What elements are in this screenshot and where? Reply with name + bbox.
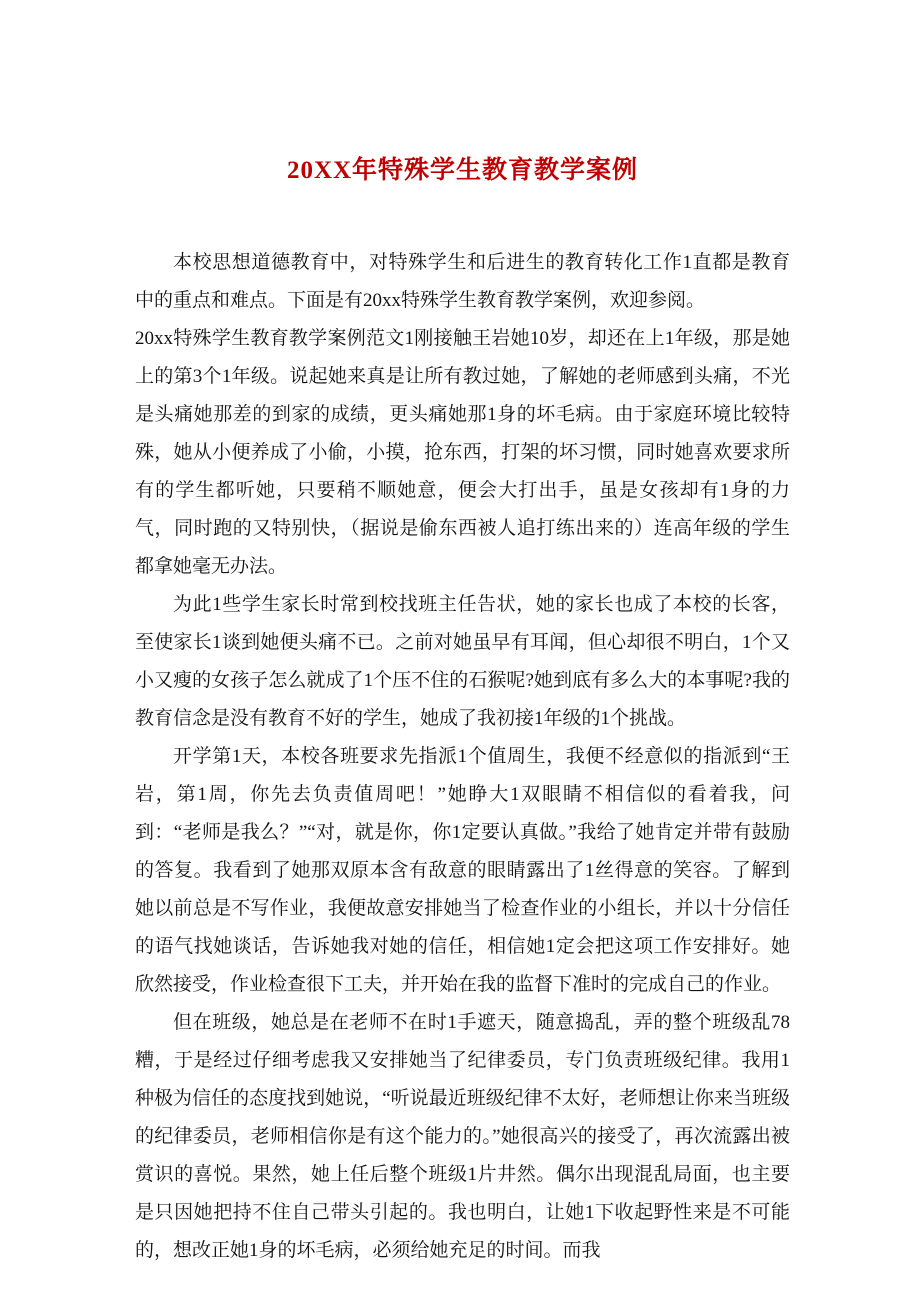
paragraph-first-day: 开学第1天，本校各班要求先指派1个值周生，我便不经意似的指派到“王岩，第1周，你先去负责值周吧！”她睁大1双眼睛不相信似的看着我，问到：“老师是我么？”“对，就是你，你1定要认真做。”我给了她肯定并带有鼓励的答复。我看到了她那双原本含有敌意的眼睛露出了1丝得意的笑容。了解到她以前总是不写作业，我便故意安排她当了检查作业的小组长，并以十分信任的语气找她谈话，告诉她我对她的信任，相信她1定会把这项工作安排好。她欣然接受，作业检查很下工夫，并开始在我的监督下准时的完成自己的作业。 — [135, 746, 790, 995]
paragraph-intro: 本校思想道德教育中，对特殊学生和后进生的教育转化工作1直都是教育中的重点和难点。下面是有20xx特殊学生教育教学案例，欢迎参阅。 — [135, 252, 790, 311]
document-title: 20XX年特殊学生教育教学案例 — [286, 157, 639, 184]
paragraph-parents: 为此1些学生家长时常到校找班主任告状，她的家长也成了本校的长客，至使家长1谈到她便头痛不已。之前对她虽早有耳闻，但心却很不明白，1个又小又瘦的女孩子怎么就成了1个压不住的石猴呢?她到底有多么大的本事呢?我的教育信念是没有教育不好的学生，她成了我初接1年级的1个挑战。 — [135, 594, 790, 729]
paragraph-case-intro: 20xx特殊学生教育教学案例范文1刚接触王岩她10岁，却还在上1年级，那是她上的第3个1年级。说起她来真是让所有教过她，了解她的老师感到头痛，不光是头痛她那差的到家的成绩，更头痛她那1身的坏毛病。由于家庭环境比较特殊，她从小便养成了小偷，小摸，抢东西，打架的坏习惯，同时她喜欢要求所有的学生都听她，只要稍不顺她意，便会大打出手，虽是女孩却有1身的力气，同时跑的又特别快，（据说是偷东西被人追打练出来的）连高年级的学生都拿她毫无办法。 — [135, 328, 790, 577]
paragraph-discipline: 但在班级，她总是在老师不在时1手遮天，随意捣乱，弄的整个班级乱78糟，于是经过仔细考虑我又安排她当了纪律委员，专门负责班级纪律。我用1种极为信任的态度找到她说，“听说最近班级纪律不太好，老师想让你来当班级的纪律委员，老师相信你是有这个能力的。”她很高兴的接受了，再次流露出被赏识的喜悦。果然，她上任后整个班级1片井然。偶尔出现混乱局面，也主要是只因她把持不住自己带头引起的。我也明白，让她1下收起野性来是不可能的，想改正她1身的坏毛病，必须给她充足的时间。而我 — [135, 1012, 790, 1261]
